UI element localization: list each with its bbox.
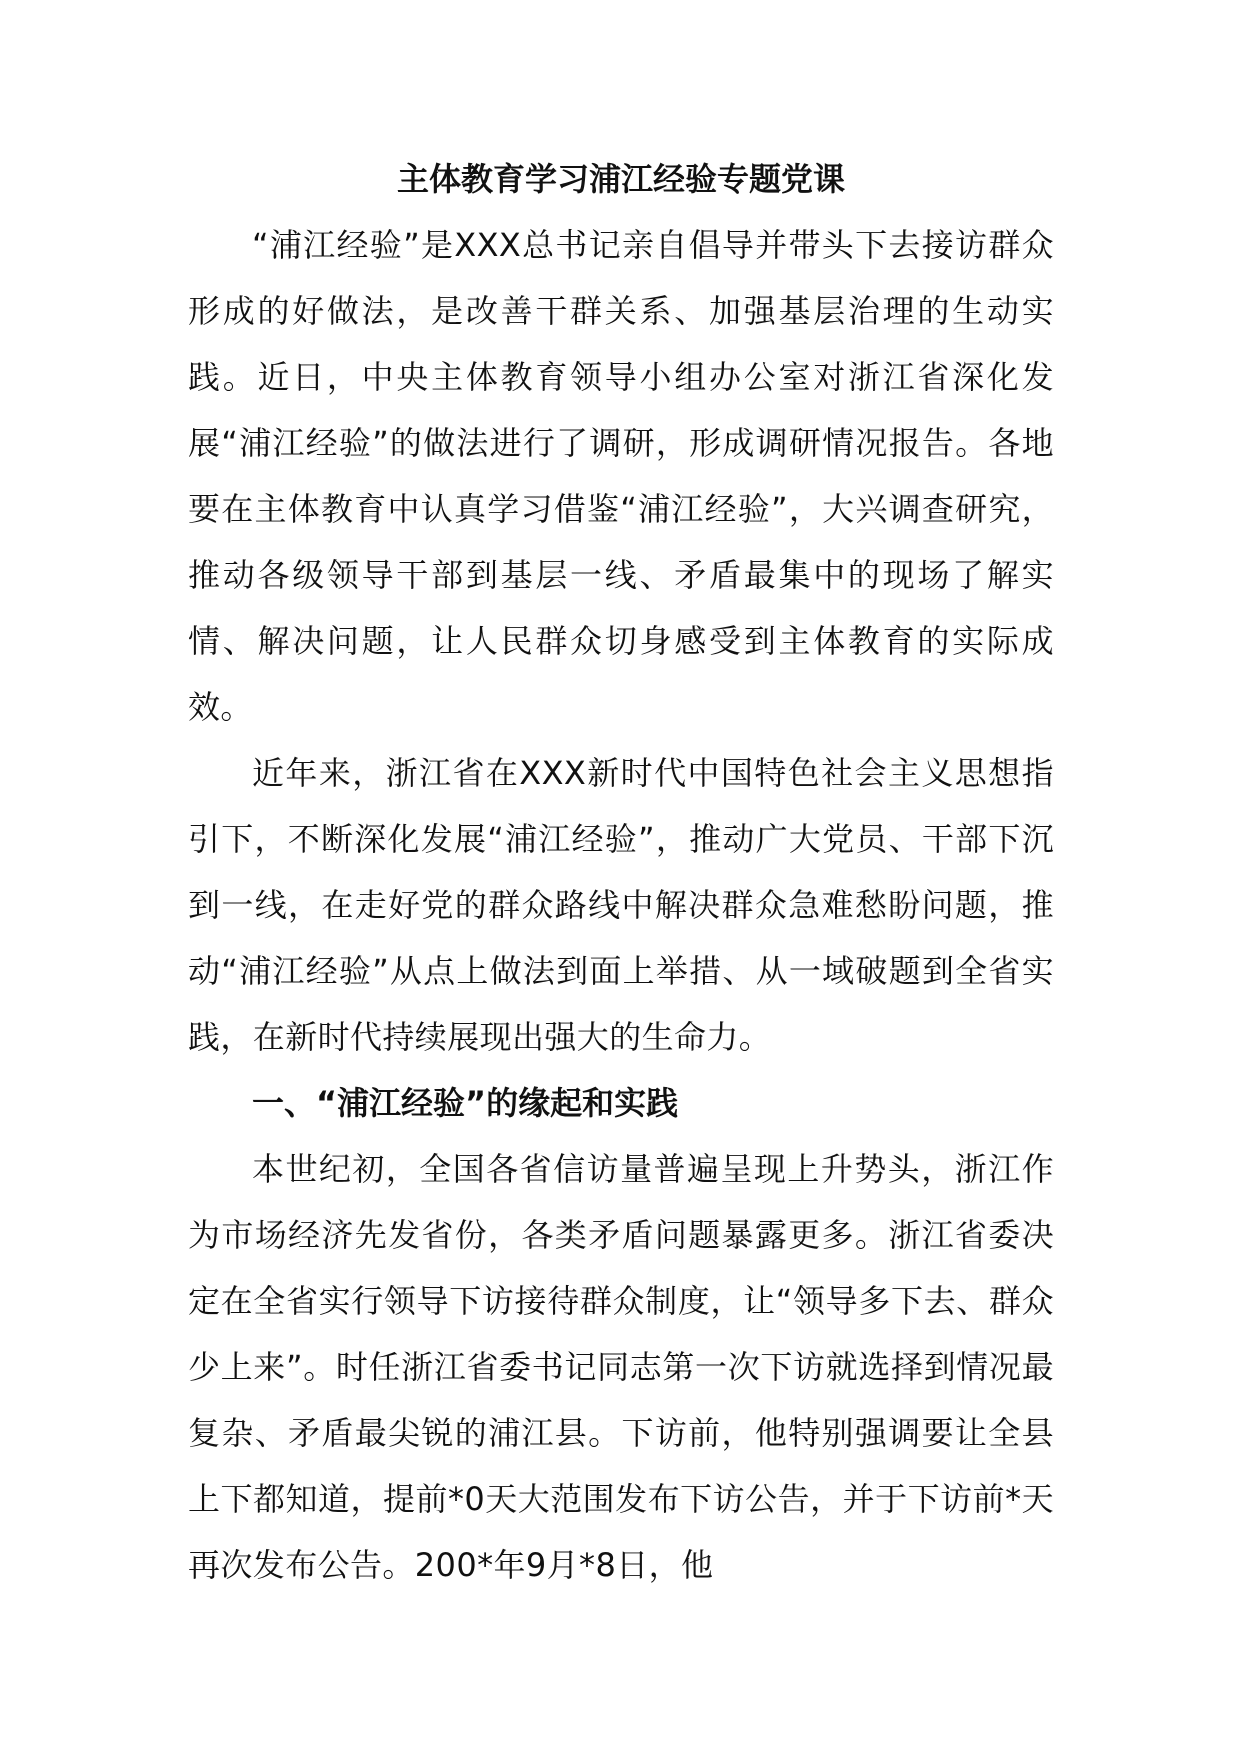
section-paragraph-1: 本世纪初，全国各省信访量普遍呈现上升势头，浙江作为市场经济先发省份，各类矛盾问题暴露更多。浙江省委决定在全省实行领导下访接待群众制度，让“领导多下去、群众少上来”。时任浙江省委书记同志第一次下访就选择到情况最复杂、矛盾最尖锐的浦江县。下访前，他特别强调要让全县上下都知道，提前*0天大范围发布下访公告，并于下访前*天再次发布公告。200*年9月*8日，他 <box>188 1150 1054 1584</box>
intro-paragraph-1: “浦江经验”是XXX总书记亲自倡导并带头下去接访群众形成的好做法，是改善干群关系、加强基层治理的生动实践。近日，中央主体教育领导小组办公室对浙江省深化发展“浦江经验”的做法进行了调研，形成调研情况报告。各地要在主体教育中认真学习借鉴“浦江经验”，大兴调查研究，推动各级领导干部到基层一线、矛盾最集中的现场了解实情、解决问题，让人民群众切身感受到主体教育的实际成效。 <box>188 226 1054 726</box>
section-heading-1: 一、“浦江经验”的缘起和实践 <box>252 1084 679 1122</box>
document-title: 主体教育学习浦江经验专题党课 <box>396 160 845 198</box>
intro-paragraph-2: 近年来，浙江省在XXX新时代中国特色社会主义思想指引下，不断深化发展“浦江经验”，推动广大党员、干部下沉到一线，在走好党的群众路线中解决群众急难愁盼问题，推动“浦江经验”从点上做法到面上举措、从一域破题到全省实践，在新时代持续展现出强大的生命力。 <box>188 754 1054 1056</box>
document-body <box>188 146 1054 1598</box>
